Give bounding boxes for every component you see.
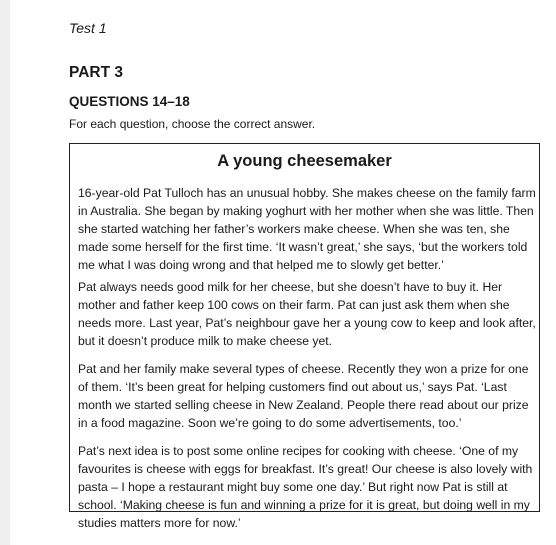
article-box (69, 143, 540, 530)
article-title: A young cheesemaker (217, 152, 392, 170)
instruction-text: For each question, choose the correct answer. (69, 117, 316, 131)
article-paragraph-3: Pat and her family make several types of cheese. Recently they won a prize for one of them. ‘It’s been great for helping customers find out about us,’ says Pat. ‘Last month we started selling cheese in New Zealand. People there read about our prize in a food magazine. Soon we’re going to do some advertisements, too.’ (78, 362, 529, 430)
part-title: PART 3 (69, 64, 123, 81)
questions-title: QUESTIONS 14–18 (69, 94, 190, 109)
article-paragraph-2: Pat always needs good milk for her cheese, but she doesn’t have to buy it. Her mother and father keep 100 cows on their farm. Pat can just ask them when she needs more. Last year, Pat’s neighbour gave her a young cow to keep and look after, but it doesn’t produce milk to make cheese yet. (78, 280, 536, 348)
page-edge-strip (0, 0, 10, 545)
article-paragraph-4: Pat’s next idea is to post some online recipes for cooking with cheese. ‘One of my favourites is cheese with eggs for breakfast. It’s great! Our cheese is also lovely with pasta – I hope a restaurant might buy some one day.’ But right now Pat is still at school. ‘Making cheese is fun and winning a prize for it is great, but doing well in my studies matters more for now.’ (78, 444, 533, 530)
article-paragraph-1: 16-year-old Pat Tulloch has an unusual hobby. She makes cheese on the family farm in Australia. She began by making yoghurt with her mother when she was little. Then she started watching her father’s workers make cheese. When she was ten, she made some herself for the first time. ‘It wasn’t great,’ she says, ‘but the workers told me what I was doing wrong and that helped me to slowly get better.’ (78, 186, 536, 272)
running-head: Test 1 (69, 20, 107, 36)
